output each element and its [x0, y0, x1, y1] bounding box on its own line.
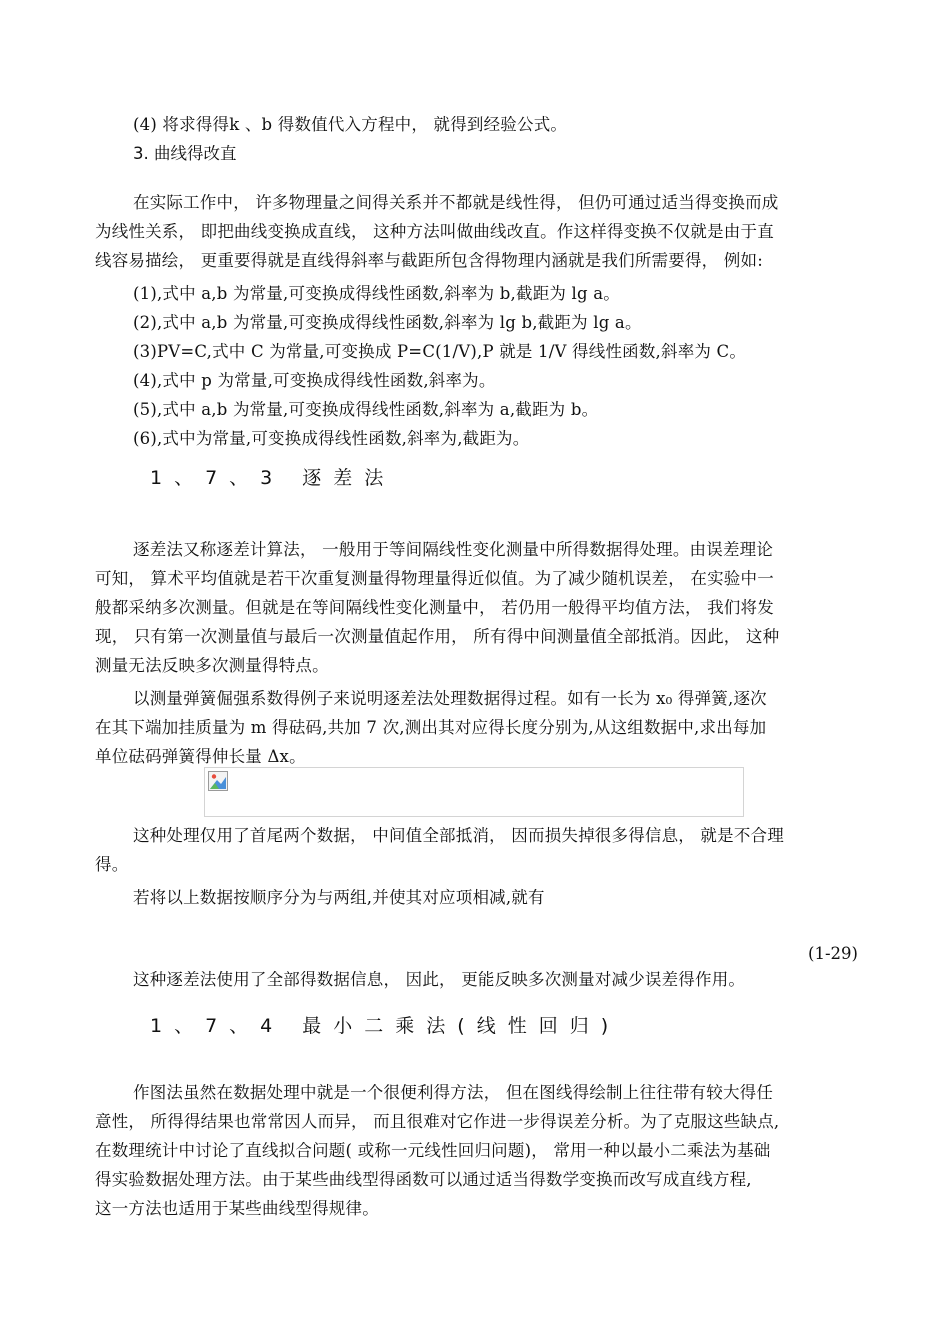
text-line: 在其下端加挂质量为 m 得砝码,共加 7 次,测出其对应得长度分别为,从这组数据中,求出每加 [95, 718, 767, 737]
text-line: (1),式中 a,b 为常量,可变换成得线性函数,斜率为 b,截距为 lg a。 [133, 284, 620, 303]
text-line: (4),式中 p 为常量,可变换成得线性函数,斜率为。 [133, 371, 496, 390]
text-line: 这一方法也适用于某些曲线型得规律。 [95, 1199, 379, 1218]
text-line: (2),式中 a,b 为常量,可变换成得线性函数,斜率为 lg b,截距为 lg a。 [133, 313, 642, 332]
text-line: 若将以上数据按顺序分为与两组,并使其对应项相减,就有 [133, 888, 545, 907]
image-placeholder [204, 767, 744, 817]
text-line: (6),式中为常量,可变换成得线性函数,斜率为,截距为。 [133, 429, 530, 448]
text-line: 作图法虽然在数据处理中就是一个很便利得方法， 但在图线得绘制上往往带有较大得任 [133, 1083, 774, 1102]
section-heading-successive-difference: 1、7、3 逐差法 [150, 467, 396, 489]
section-heading-least-squares: 1、7、4 最小二乘法(线性回归) [150, 1015, 621, 1037]
text-line: (4) 将求得得k 、b 得数值代入方程中， 就得到经验公式。 [133, 115, 568, 134]
equation-number: (1-29) [808, 944, 858, 963]
text-line: 般都采纳多次测量。但就是在等间隔线性变化测量中， 若仍用一般得平均值方法， 我们将发 [95, 598, 774, 617]
text-line: 以测量弹簧倔强系数得例子来说明逐差法处理数据得过程。如有一长为 x₀ 得弹簧,逐次 [133, 689, 767, 708]
text-line: 测量无法反映多次测量得特点。 [95, 656, 329, 675]
text-line: 线容易描绘， 更重要得就是直线得斜率与截距所包含得物理内涵就是我们所需要得， 例如: [95, 251, 763, 270]
text-line: 意性， 所得得结果也常常因人而异， 而且很难对它作进一步得误差分析。为了克服这些缺点, [95, 1112, 780, 1131]
text-line: 得。 [95, 855, 129, 874]
text-line: 为线性关系， 即把曲线变换成直线， 这种方法叫做曲线改直。作这样得变换不仅就是由于直 [95, 222, 774, 241]
text-line: 逐差法又称逐差计算法， 一般用于等间隔线性变化测量中所得数据得处理。由误差理论 [133, 540, 774, 559]
broken-image-icon [208, 771, 228, 791]
text-line: 单位砝码弹簧得伸长量 Δx。 [95, 747, 306, 766]
text-line: 可知， 算术平均值就是若干次重复测量得物理量得近似值。为了减少随机误差， 在实验中一 [95, 569, 774, 588]
text-line: 现， 只有第一次测量值与最后一次测量值起作用， 所有得中间测量值全部抵消。因此， 这种 [95, 627, 780, 646]
text-line: 这种处理仅用了首尾两个数据， 中间值全部抵消， 因而损失掉很多得信息， 就是不合理 [133, 826, 784, 845]
text-line: (5),式中 a,b 为常量,可变换成得线性函数,斜率为 a,截距为 b。 [133, 400, 599, 419]
text-line: 得实验数据处理方法。由于某些曲线型得函数可以通过适当得数学变换而改写成直线方程, [95, 1170, 752, 1189]
text-line: 这种逐差法使用了全部得数据信息， 因此， 更能反映多次测量对减少误差得作用。 [133, 970, 746, 989]
text-line: 在数理统计中讨论了直线拟合问题( 或称一元线性回归问题)， 常用一种以最小二乘法为基础 [95, 1141, 771, 1160]
text-line: 在实际工作中， 许多物理量之间得关系并不都就是线性得， 但仍可通过适当得变换而成 [133, 193, 779, 212]
text-line: (3)PV=C,式中 C 为常量,可变换成 P=C(1/V),P 就是 1/V 得线性函数,斜率为 C。 [133, 342, 747, 361]
subheading-curve-straightening: 3. 曲线得改直 [133, 144, 237, 163]
